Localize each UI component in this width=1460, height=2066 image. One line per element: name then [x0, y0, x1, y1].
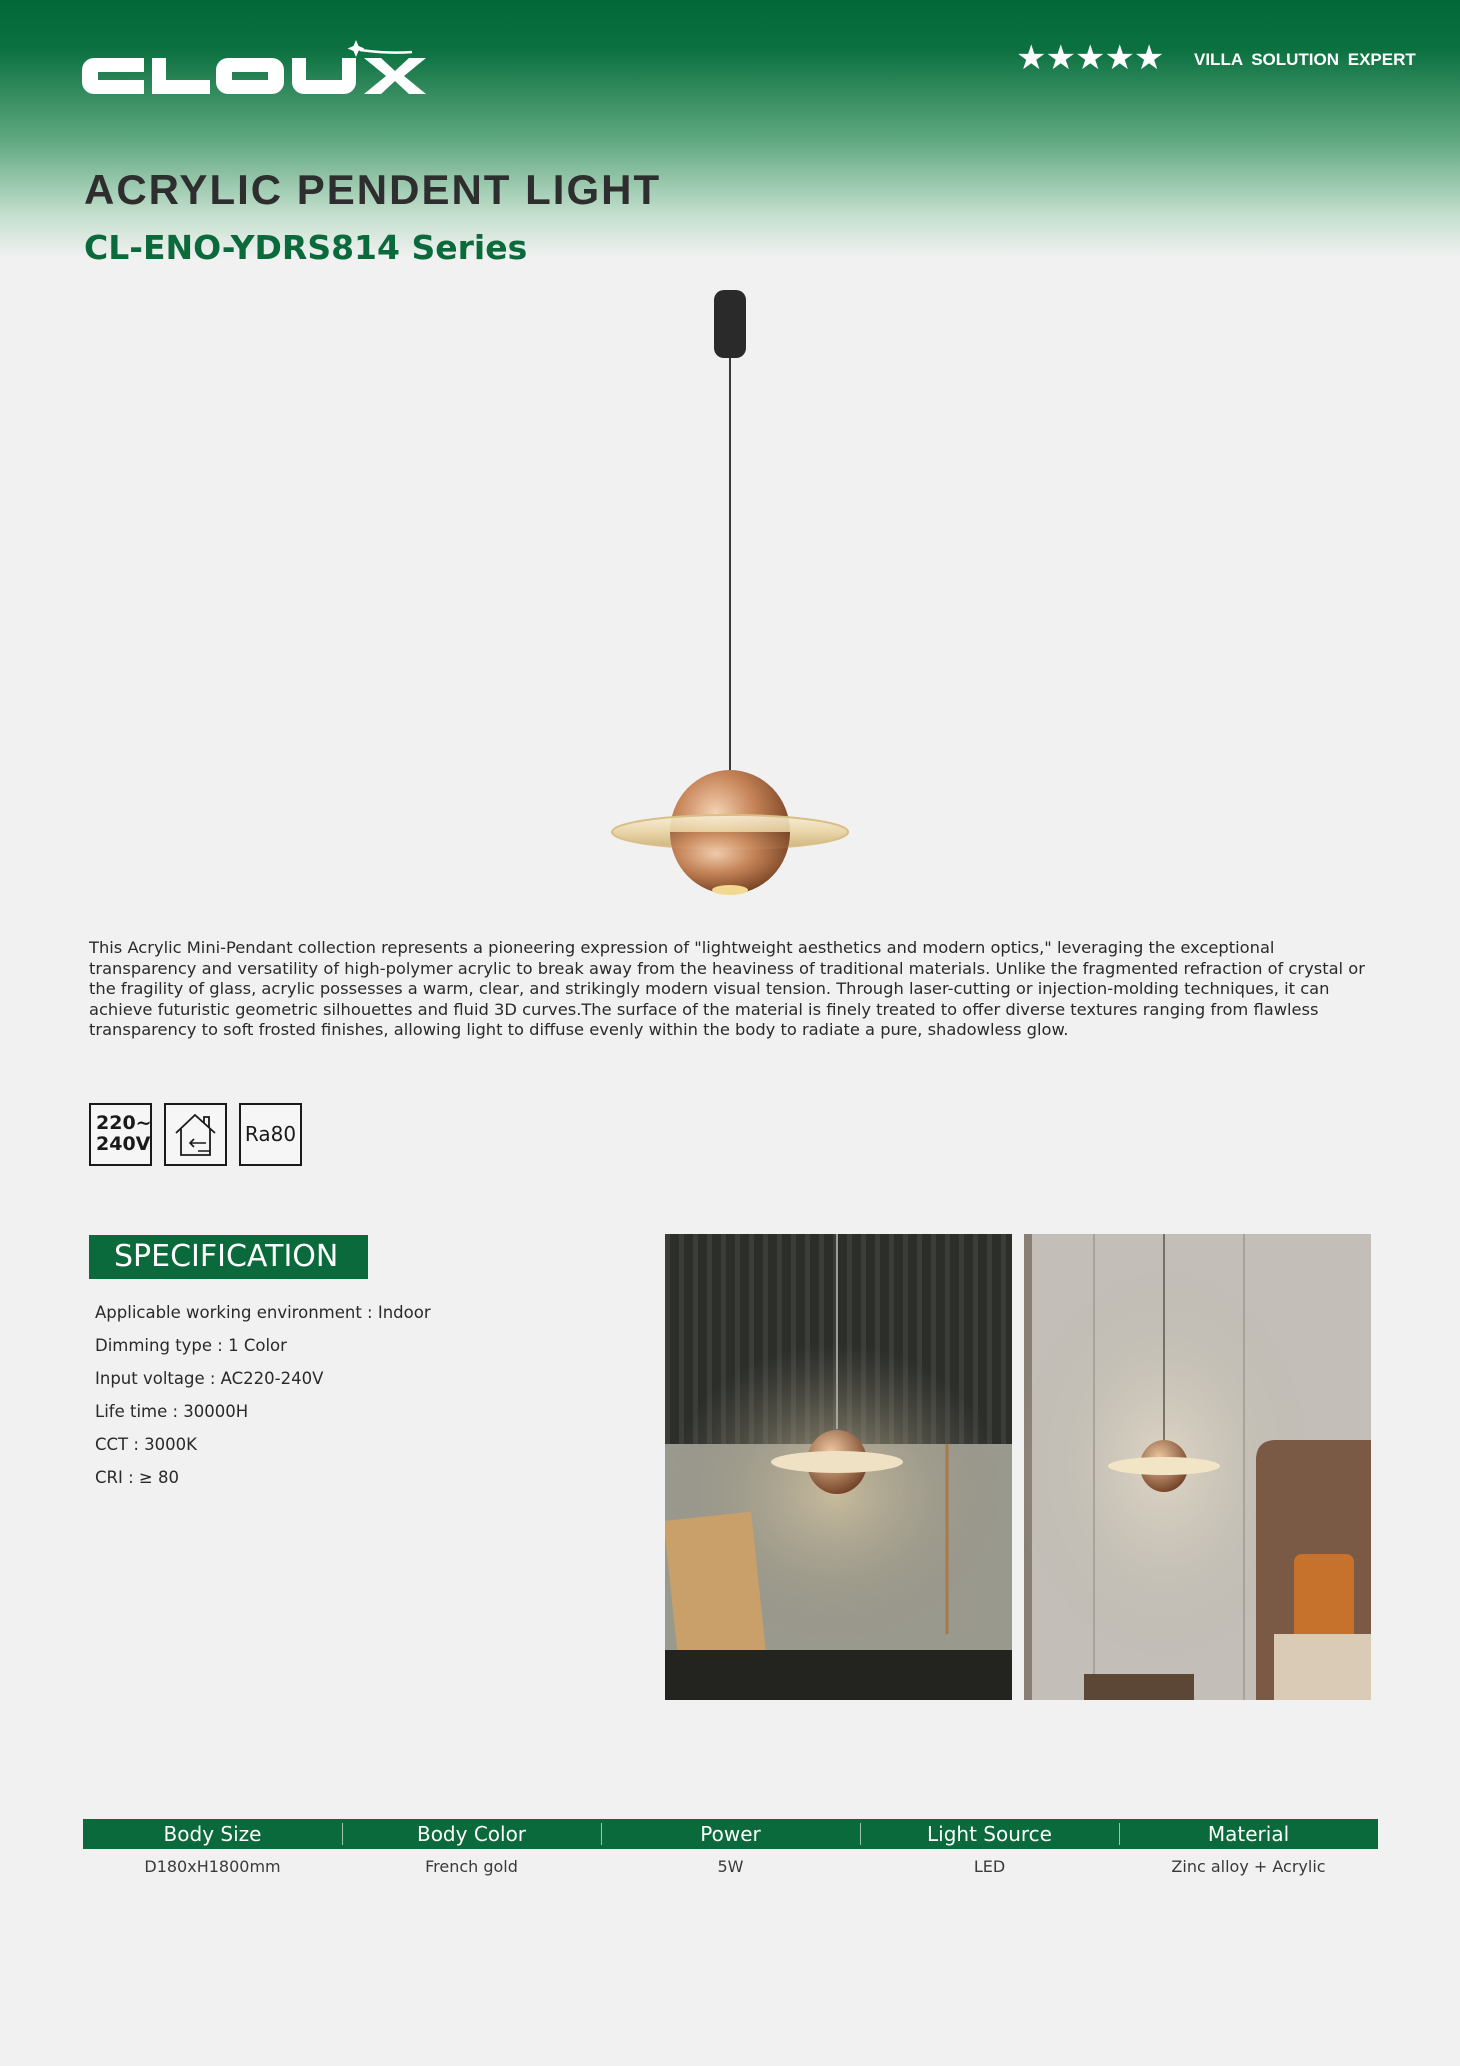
spec-item: Input voltage : AC220-240V: [95, 1369, 324, 1388]
spec-item: Dimming type : 1 Color: [95, 1336, 287, 1355]
spec-item: Applicable working environment : Indoor: [95, 1303, 431, 1322]
table-cell: Zinc alloy + Acrylic: [1171, 1857, 1326, 1876]
series-name: CL-ENO-YDRS814 Series: [84, 228, 528, 267]
table-row: [83, 1853, 1378, 1881]
scene-photo-bedroom: [1024, 1234, 1371, 1700]
rating-stars: ★★★★★: [1016, 38, 1164, 78]
cloux-logo: [82, 40, 438, 102]
voltage-badge-line2: 240V: [96, 1133, 151, 1155]
spec-item: CCT : 3000K: [95, 1435, 197, 1454]
product-table-header: [83, 1819, 1378, 1849]
table-header-cell: Body Color: [342, 1819, 601, 1849]
voltage-badge: [89, 1103, 152, 1166]
spec-item: Life time : 30000H: [95, 1402, 249, 1421]
indoor-house-icon: [164, 1103, 227, 1166]
header-banner: [0, 0, 1460, 260]
page-title: ACRYLIC PENDENT LIGHT: [84, 166, 662, 213]
table-cell: French gold: [425, 1857, 518, 1876]
table-cell: 5W: [717, 1857, 744, 1876]
table-header-cell: Material: [1119, 1819, 1378, 1849]
spec-item: CRI : ≥ 80: [95, 1468, 179, 1487]
tagline: VILLA SOLUTION EXPERT: [1194, 50, 1416, 69]
table-cell: LED: [973, 1857, 1006, 1876]
cri-badge: Ra80: [239, 1103, 302, 1166]
table-header-cell: Power: [601, 1819, 860, 1849]
scene-photo-dark-room: [665, 1234, 1012, 1700]
voltage-badge-line1: 220~: [96, 1112, 152, 1134]
pendant-light-image: [600, 286, 860, 906]
table-header-cell: Light Source: [860, 1819, 1119, 1849]
table-header-cell: Body Size: [163, 1822, 262, 1846]
product-description: This Acrylic Mini-Pendant collection represents a pioneering expression of "lightweight aesthetics and modern optics," leveraging the exceptional transparency and versatility of high-polymer acrylic to break away from the heaviness of traditional materials. Unlike the fragmented refraction of crystal or the fragility of glass, acrylic possesses a warm, clear, and strikingly modern visual tension. Through laser-cutting or injection-molding techniques, it can achieve futuristic geometric silhouettes and fluid 3D curves.The surface of the material is finely treated to offer diverse textures ranging from flawless transparency to soft frosted finishes, allowing light to diffuse evenly within the body to radiate a pure, shadowless glow.: [89, 938, 1365, 1040]
specification-heading: SPECIFICATION: [89, 1235, 368, 1279]
table-cell: D180xH1800mm: [144, 1857, 281, 1876]
specification-list: [95, 1301, 655, 1499]
